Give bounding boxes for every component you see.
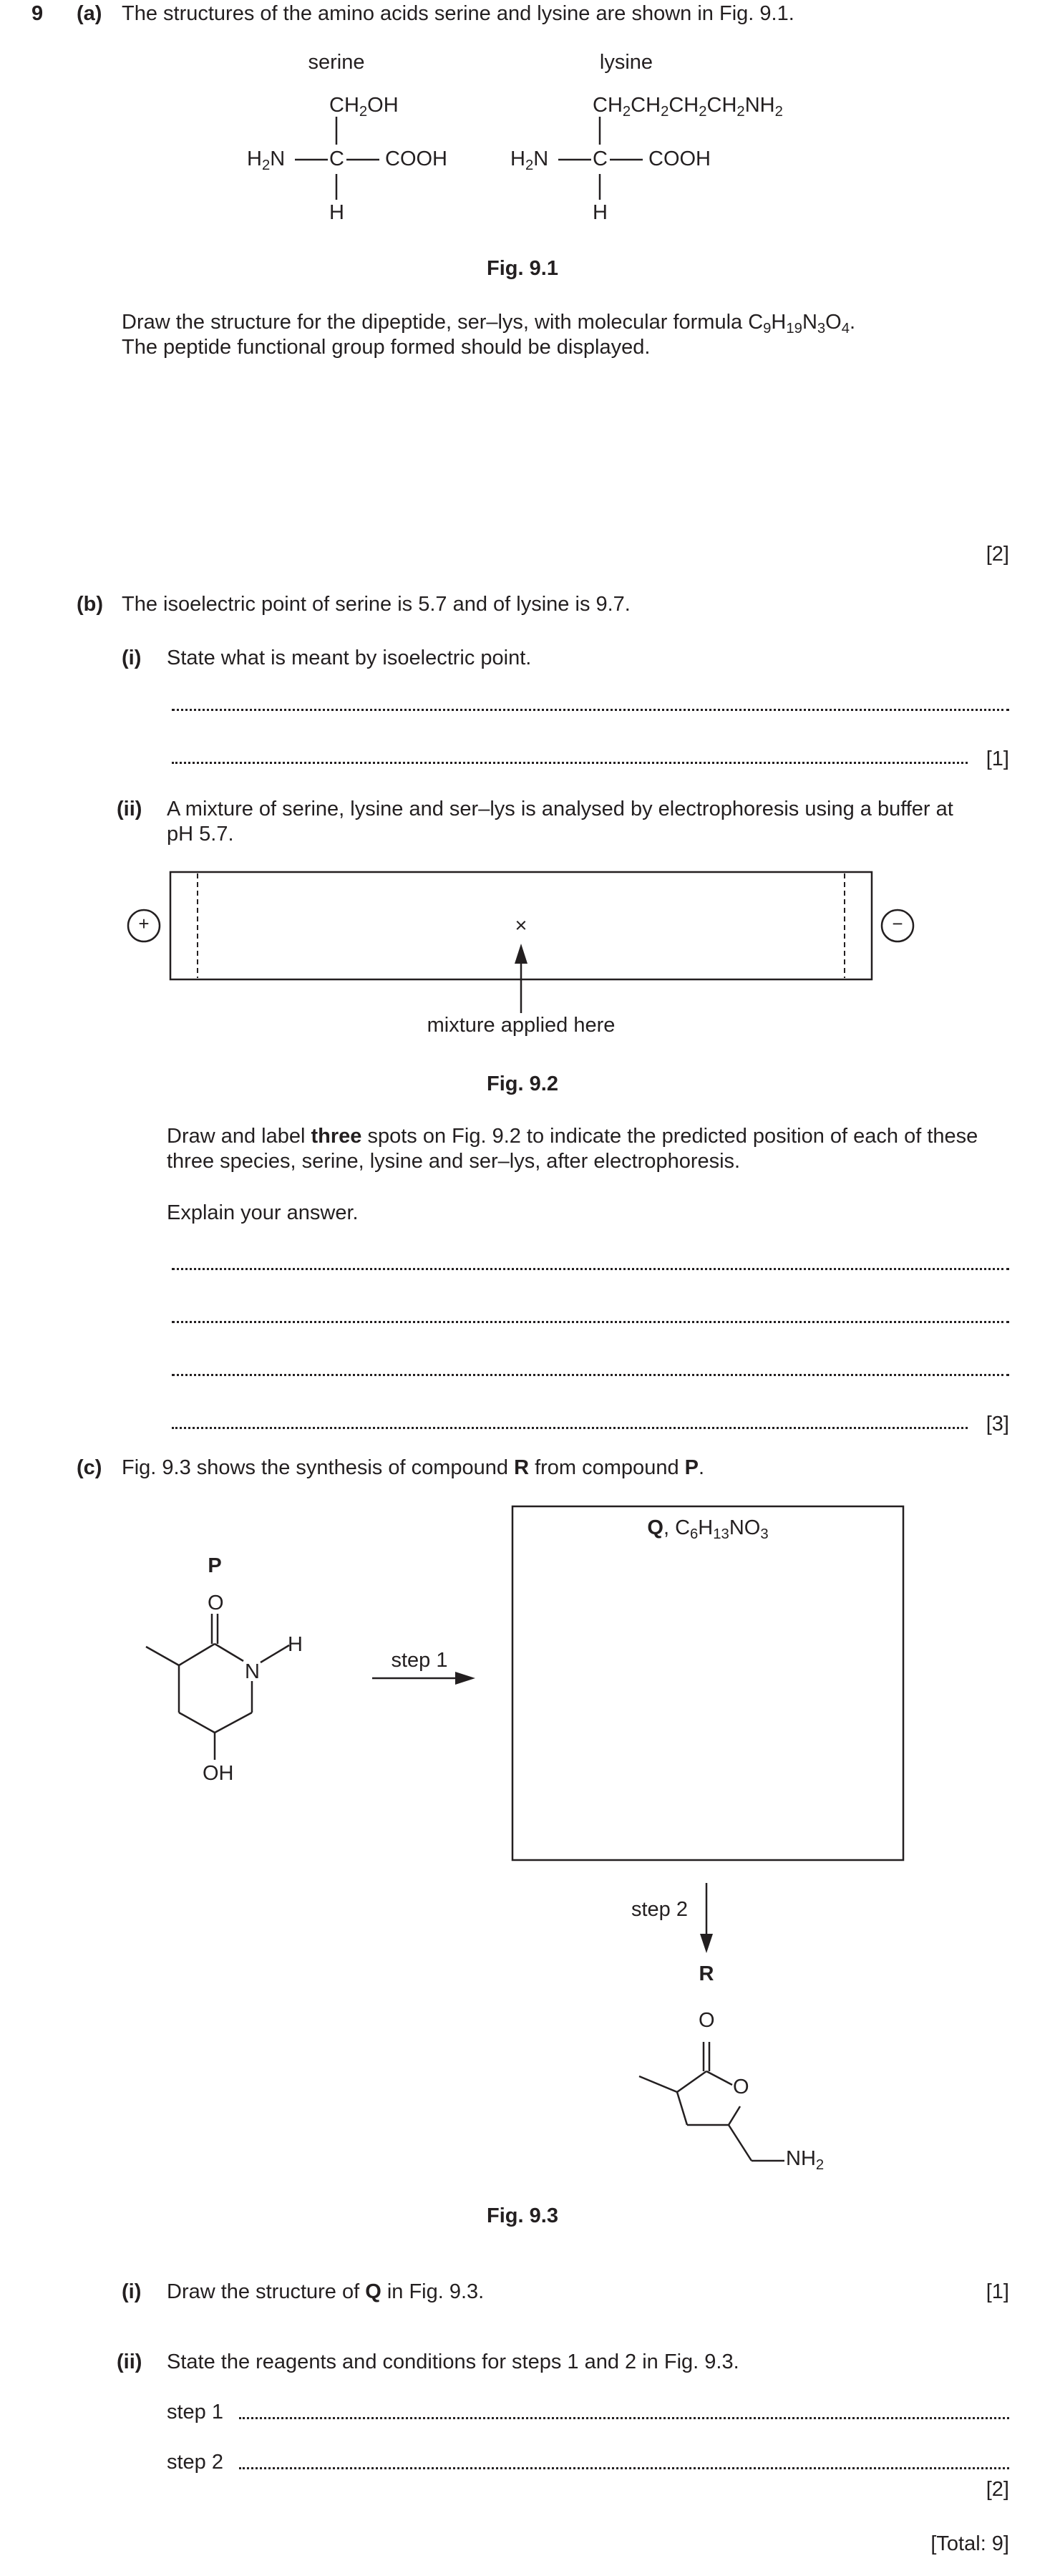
r-amine: $NH_2$ xyxy=(786,2147,825,2174)
fig-9-2-caption: Fig. 9.2 xyxy=(487,1072,558,1095)
part-c-ii-marks: [2] xyxy=(986,2478,1009,2501)
p-ring-nitrogen: N xyxy=(245,1660,260,1683)
part-b-ii-text-2: pH 5.7. xyxy=(167,823,234,846)
serine-side-chain: $CH_2OH$ xyxy=(329,94,399,120)
part-c-label: (c) xyxy=(77,1456,102,1479)
lysine-amine: $H_2N$ xyxy=(510,147,549,174)
part-a-intro: The structures of the amino acids serine and lysine are shown in Fig. 9.1. xyxy=(122,2,794,25)
r-carbonyl-oxygen: O xyxy=(699,2009,715,2032)
step-1-label: step 1 xyxy=(391,1649,448,1672)
part-a-marks: [2] xyxy=(986,543,1009,566)
part-b-ii-explain: Explain your answer. xyxy=(167,1201,359,1224)
lysine-alpha-carbon: C xyxy=(593,147,608,170)
part-c-i-marks: [1] xyxy=(986,2280,1009,2303)
p-hydroxyl: OH xyxy=(203,1762,234,1785)
lysine-name: lysine xyxy=(599,51,653,74)
question-number: 9 xyxy=(31,2,44,25)
part-c-intro: Fig. 9.3 shows the synthesis of compound R from compound P. xyxy=(122,1456,705,1479)
step-2-answer-line[interactable] xyxy=(239,2467,1009,2469)
fig-9-1-caption: Fig. 9.1 xyxy=(487,257,558,280)
part-b-ii-text-1: A mixture of serine, lysine and ser–lys is analysed by electrophoresis using a buffer at xyxy=(167,798,953,820)
p-carbonyl-oxygen: O xyxy=(208,1592,224,1614)
step-2-answer-label: step 2 xyxy=(167,2451,223,2474)
part-b-ii-label: (ii) xyxy=(117,798,142,820)
part-c-i-text: Draw the structure of Q in Fig. 9.3. xyxy=(167,2280,485,2303)
serine-hydrogen: H xyxy=(329,201,344,224)
part-b-ii-marks: [3] xyxy=(986,1413,1009,1435)
plus-sign: + xyxy=(138,913,150,934)
serine-alpha-carbon: C xyxy=(329,147,344,170)
lysine-carboxyl: COOH xyxy=(648,147,711,170)
serine-amine: $H_2N$ xyxy=(247,147,286,174)
minus-sign: − xyxy=(892,913,903,934)
application-cross: × xyxy=(515,914,527,937)
mixture-applied-label: mixture applied here xyxy=(427,1014,616,1037)
part-c-ii-text: State the reagents and conditions for steps 1 and 2 in Fig. 9.3. xyxy=(167,2350,739,2373)
part-b-intro: The isoelectric point of serine is 5.7 and of lysine is 9.7. xyxy=(122,593,631,616)
lysine-side-chain: $CH_2CH_2CH_2CH_2NH_2$ xyxy=(593,94,783,120)
compound-q-label: Q, $C_6H_{13}NO_3$ xyxy=(647,1516,769,1543)
compound-r-label: R xyxy=(699,1962,714,1985)
compound-p-label: P xyxy=(208,1554,222,1577)
down-arrow-icon xyxy=(700,1934,713,1953)
fig-9-3-caption: Fig. 9.3 xyxy=(487,2204,558,2227)
step-1-answer-line[interactable] xyxy=(239,2417,1009,2419)
right-arrow-icon xyxy=(455,1672,475,1685)
compound-p-structure xyxy=(146,1614,289,1760)
part-b-i-text: State what is meant by isoelectric point. xyxy=(167,647,532,669)
part-b-label: (b) xyxy=(77,593,104,616)
compound-q-box xyxy=(512,1506,903,1860)
step-1-answer-label: step 1 xyxy=(167,2401,223,2424)
serine-name: serine xyxy=(308,51,365,74)
part-b-i-label: (i) xyxy=(122,647,142,669)
p-nh-hydrogen: H xyxy=(288,1633,303,1656)
part-b-ii-instruction-2: three species, serine, lysine and ser–lys, after electrophoresis. xyxy=(167,1150,741,1173)
compound-r-structure xyxy=(639,2042,784,2161)
r-ring-oxygen: O xyxy=(733,2076,749,2098)
step-2-label: step 2 xyxy=(631,1898,688,1921)
part-b-ii-instruction-1: Draw and label three spots on Fig. 9.2 to indicate the predicted position of each of these xyxy=(167,1125,978,1148)
part-a-instruction-2: The peptide functional group formed should be displayed. xyxy=(122,336,651,359)
part-c-ii-label: (ii) xyxy=(117,2350,142,2373)
question-total: [Total: 9] xyxy=(930,2532,1009,2555)
serine-carboxyl: COOH xyxy=(385,147,447,170)
part-a-instruction-1: Draw the structure for the dipeptide, ser–lys, with molecular formula $C_9H_{19}N_3O_4$. xyxy=(122,311,856,337)
part-b-i-marks: [1] xyxy=(986,747,1009,770)
part-a-label: (a) xyxy=(77,2,102,25)
part-c-i-label: (i) xyxy=(122,2280,142,2303)
lysine-hydrogen: H xyxy=(593,201,608,224)
